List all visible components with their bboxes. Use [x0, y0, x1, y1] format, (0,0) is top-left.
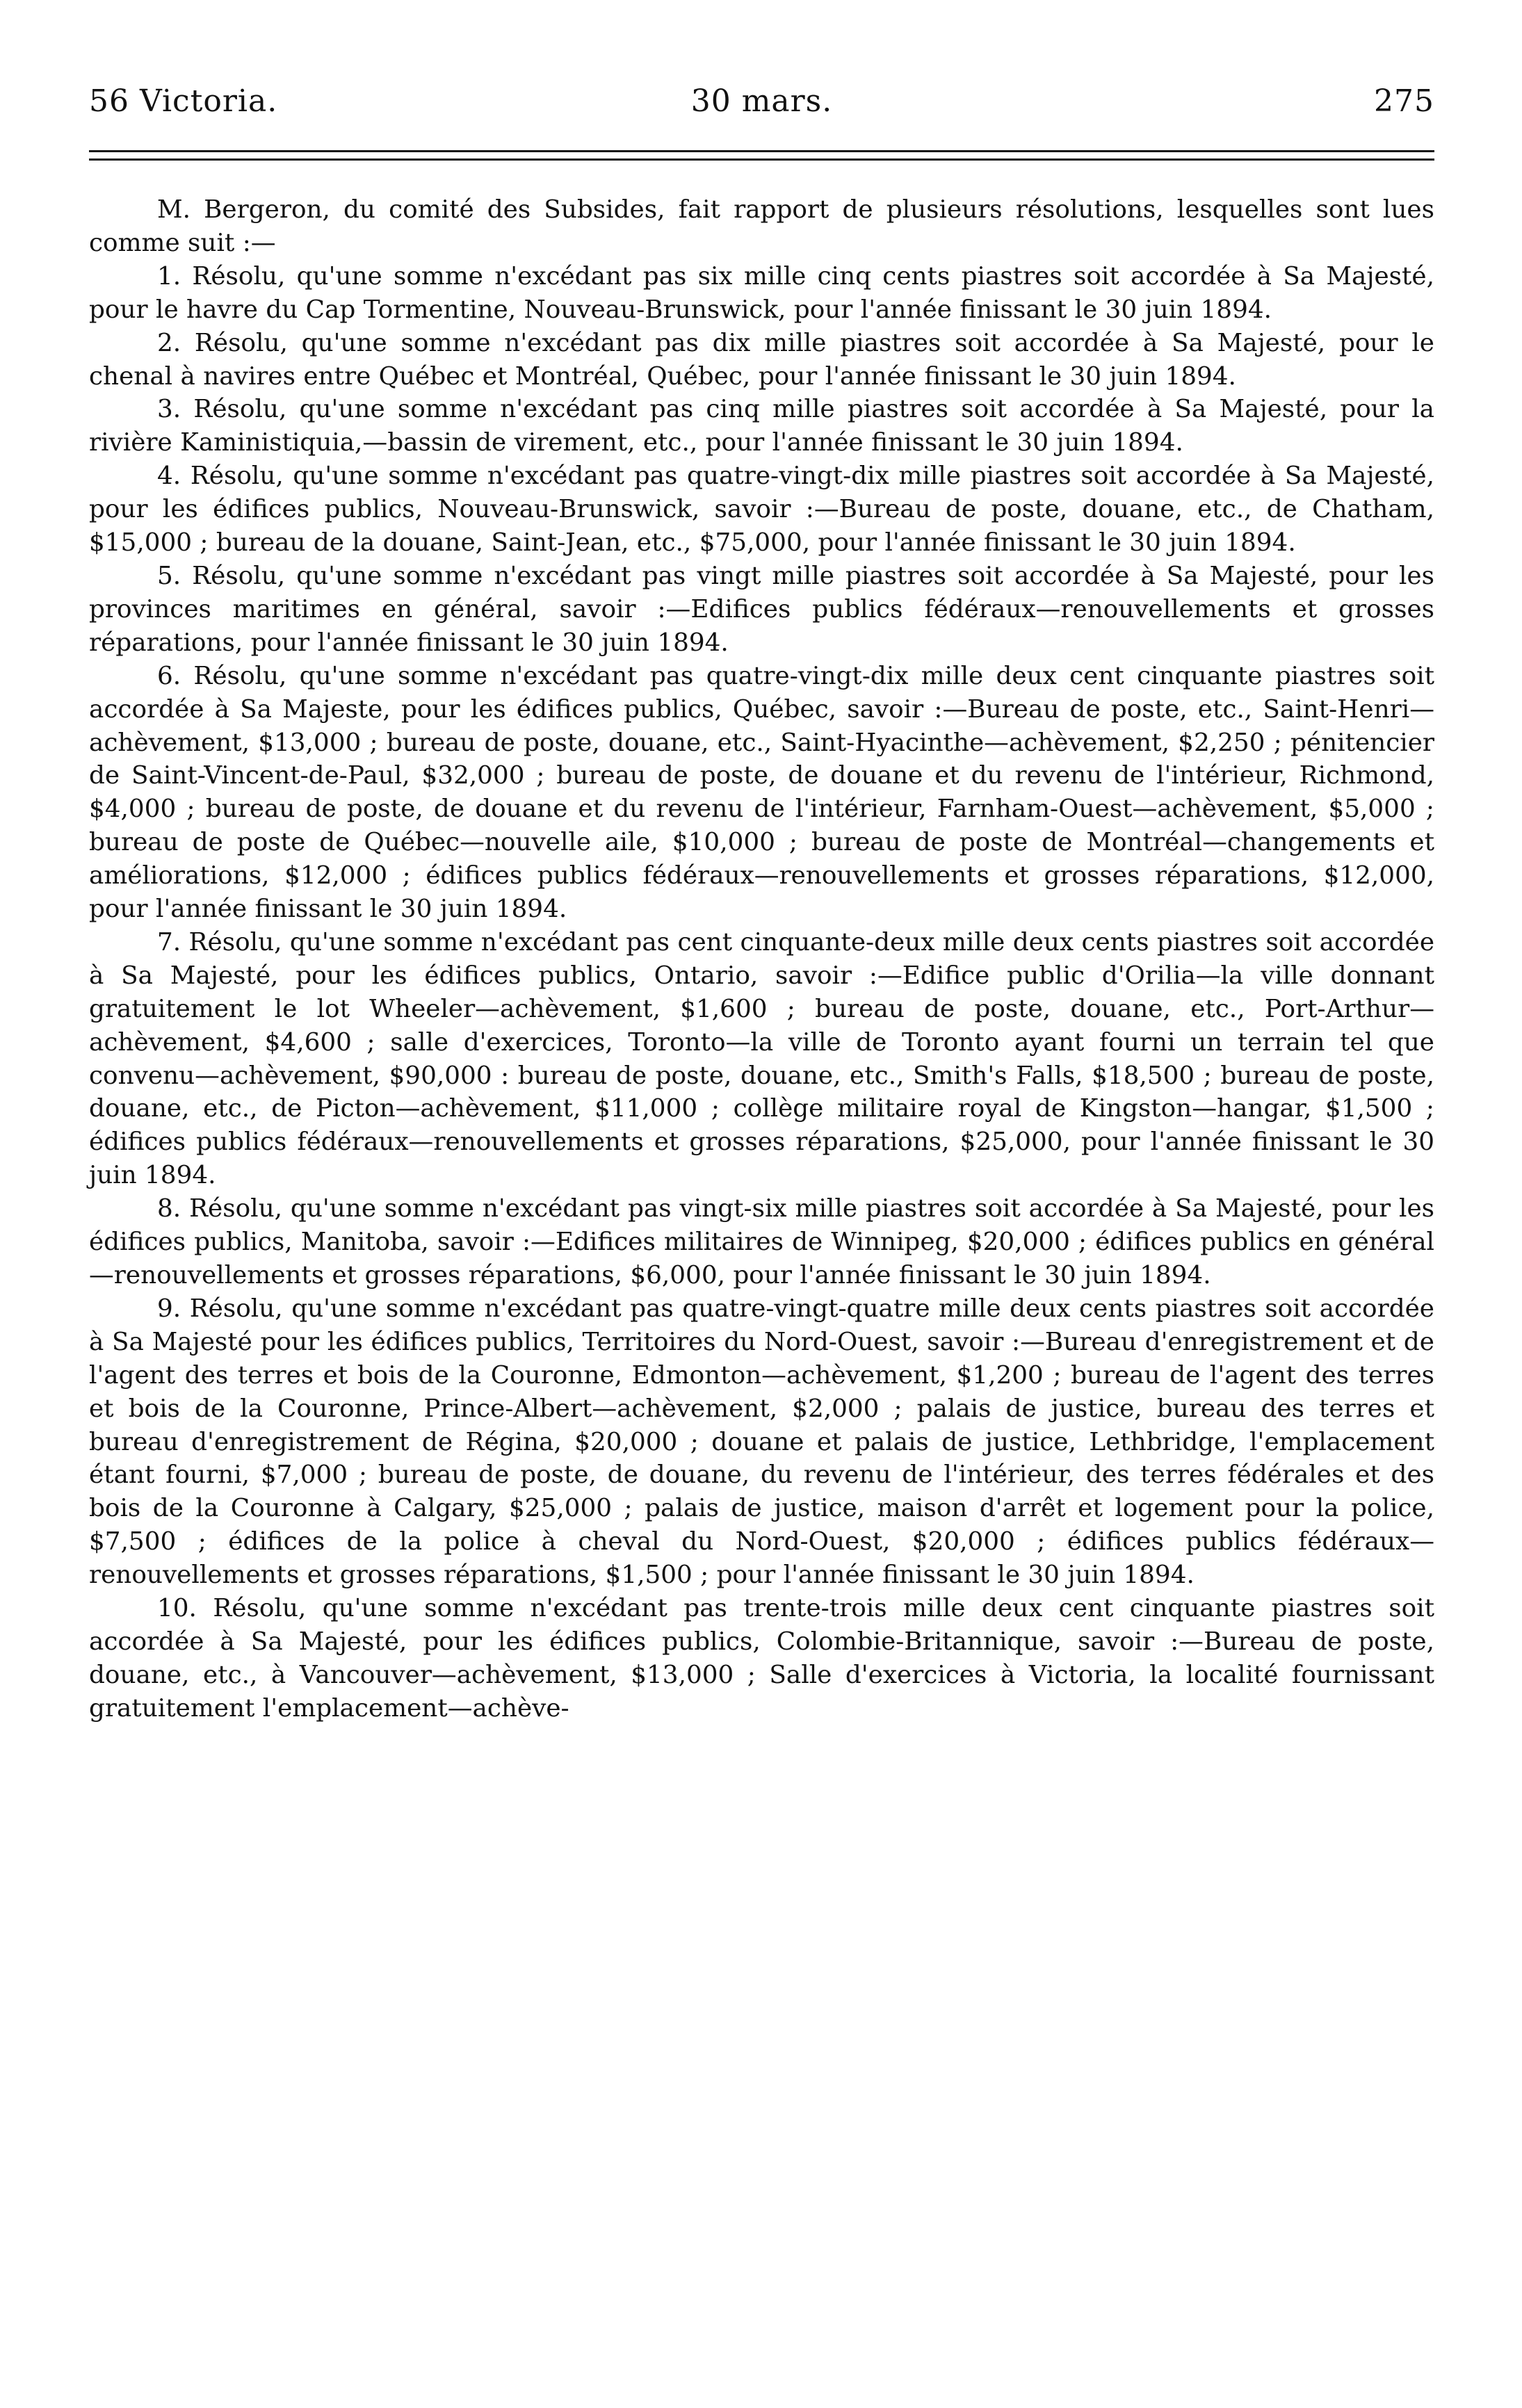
paragraph-resolution-2: 2. Résolu, qu'une somme n'excédant pas dix mille piastres soit accordée à Sa Majesté, pour le chenal à navires entre Québec et Montréal, Québec, pour l'année finissant le 30 juin 1894. [89, 328, 1434, 391]
paragraph-resolution-4: 4. Résolu, qu'une somme n'excédant pas quatre-vingt-dix mille piastres soit accordée à Sa Majesté, pour les édifices publics, Nouveau-Brunswick, savoir :—Bureau de poste, douane, etc., de Chatham, $15,000 ; bureau de la douane, Saint-Jean, etc., $75,000, pour l'année finissant le 30 juin 1894. [89, 462, 1434, 558]
paragraph-resolution-6: 6. Résolu, qu'une somme n'excédant pas quatre-vingt-dix mille deux cent cinquante piastres soit accordée à Sa Majeste, pour les édifices publics, Québec, savoir :—Bureau de poste, etc., Saint-Henri—achèvement, $13,000 ; bureau de poste, douane, etc., Saint-Hyacinthe—achèvement, $2,250 ; pénitencier de Saint-Vincent-de-Paul, $32,000 ; bureau de poste, de douane et du revenu de l'intérieur, Richmond, $4,000 ; bureau de poste, de douane et du revenu de l'intérieur, Farnham-Ouest—achèvement, $5,000 ; bureau de poste de Québec—nouvelle aile, $10,000 ; bureau de poste de Montréal—changements et améliorations, $12,000 ; édifices publics fédéraux—renouvellements et grosses réparations, $12,000, pour l'année finissant le 30 juin 1894. [89, 661, 1434, 924]
paragraph-resolution-7: 7. Résolu, qu'une somme n'excédant pas cent cinquante-deux mille deux cents piastres soit accordée à Sa Majesté, pour les édifices publics, Ontario, savoir :—Edifice public d'Orilia—la ville donnant gratuitement le lot Wheeler—achèvement, $1,600 ; bureau de poste, douane, etc., Port-Arthur—achèvement, $4,600 ; salle d'exercices, Toronto—la ville de Toronto ayant fourni un terrain tel que convenu—achèvement, $90,000 : bureau de poste, douane, etc., Smith's Falls, $18,500 ; bureau de poste, douane, etc., de Picton—achèvement, $11,000 ; collège militaire royal de Kingston—hangar, $1,500 ; édifices publics fédéraux—renouvellements et grosses réparations, $25,000, pour l'année finissant le 30 juin 1894. [89, 927, 1434, 1190]
running-header [89, 83, 1434, 132]
header-double-rule [89, 150, 1434, 165]
page-number: 275 [1374, 83, 1434, 119]
paragraph-resolution-1: 1. Résolu, qu'une somme n'excédant pas six mille cinq cents piastres soit accordée à Sa Majesté, pour le havre du Cap Tormentine, Nouveau-Brunswick, pour l'année finissant le 30 juin 1894. [89, 261, 1434, 324]
paragraph-resolution-10: 10. Résolu, qu'une somme n'excédant pas trente-trois mille deux cent cinquante piastres soit accordée à Sa Majesté, pour les édifices publics, Colombie-Britannique, savoir :—Bureau de poste, douane, etc., à Vancouver—achèvement, $13,000 ; Salle d'exercices à Victoria, la localité fournissant gratuitement l'emplacement—achève- [89, 1594, 1434, 1723]
paragraph-resolution-8: 8. Résolu, qu'une somme n'excédant pas vingt-six mille piastres soit accordée à Sa Majesté, pour les édifices publics, Manitoba, savoir :—Edifices militaires de Winnipeg, $20,000 ; édifices publics en général—renouvellements et grosses réparations, $6,000, pour l'année finissant le 30 juin 1894. [89, 1194, 1434, 1290]
header-date: 30 mars. [690, 83, 833, 119]
paragraph-resolution-5: 5. Résolu, qu'une somme n'excédant pas vingt mille piastres soit accordée à Sa Majesté, pour les provinces maritimes en général, savoir :—Edifices publics fédéraux—renouvellements et grosses réparations, pour l'année finissant le 30 juin 1894. [89, 561, 1434, 657]
header-volume: 56 Victoria. [89, 83, 278, 119]
body-text [89, 193, 1434, 1725]
paragraph-resolution-3: 3. Résolu, qu'une somme n'excédant pas cinq mille piastres soit accordée à Sa Majesté, pour la rivière Kaministiquia,—bassin de virement, etc., pour l'année finissant le 30 juin 1894. [89, 395, 1434, 457]
paragraph-resolution-9: 9. Résolu, qu'une somme n'excédant pas quatre-vingt-quatre mille deux cents piastres soit accordée à Sa Majesté pour les édifices publics, Territoires du Nord-Ouest, savoir :—Bureau d'enregistrement et de l'agent des terres et bois de la Couronne, Edmonton—achèvement, $1,200 ; bureau de l'agent des terres et bois de la Couronne, Prince-Albert—achèvement, $2,000 ; palais de justice, bureau des terres et bureau d'enregistrement de Régina, $20,000 ; douane et palais de justice, Lethbridge, l'emplacement étant fourni, $7,000 ; bureau de poste, de douane, du revenu de l'intérieur, des terres fédérales et des bois de la Couronne à Calgary, $25,000 ; palais de justice, maison d'arrêt et logement pour la police, $7,500 ; édifices de la police à cheval du Nord-Ouest, $20,000 ; édifices publics fédéraux—renouvellements et grosses réparations, $1,500 ; pour l'année finissant le 30 juin 1894. [89, 1294, 1434, 1590]
document-page [89, 83, 1434, 1725]
header-rule-bottom [89, 158, 1434, 161]
header-rule-top [89, 150, 1434, 152]
paragraph-report: M. Bergeron, du comité des Subsides, fait rapport de plusieurs résolutions, lesquelles sont lues comme suit :— [89, 195, 1434, 257]
